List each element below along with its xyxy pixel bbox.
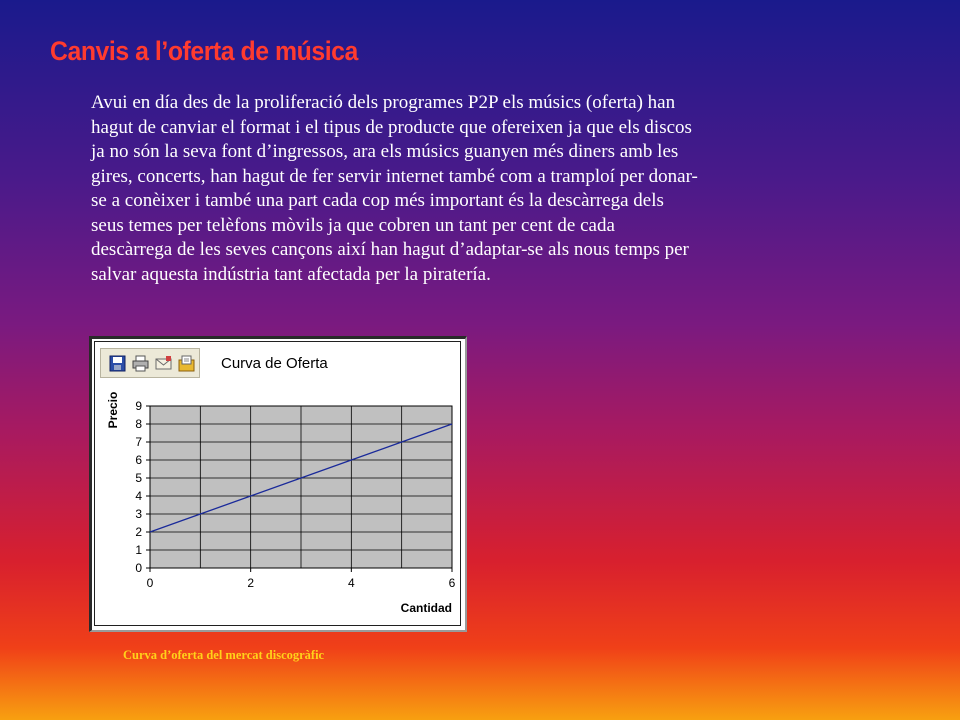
paragraph-line: hagut de canviar el format i el tipus de producte que ofereixen ja que els discos bbox=[91, 116, 692, 138]
y-tick-label: 0 bbox=[135, 561, 142, 575]
paragraph-line: seus temes per telèfons mòvils ja que cobren un tant per cent de cada bbox=[91, 214, 615, 236]
y-tick-label: 4 bbox=[135, 489, 142, 503]
y-tick-label: 3 bbox=[135, 507, 142, 521]
paragraph-line: descàrrega de les seves cançons així han hagut d’adaptar-se als nous temps per bbox=[91, 239, 689, 260]
y-tick-label: 1 bbox=[135, 543, 142, 557]
chart-caption: Curva d’oferta del mercat discogràfic bbox=[123, 648, 325, 662]
paragraph-line: Avui en día des de la proliferació dels programes P2P els músics (oferta) han bbox=[91, 92, 676, 113]
y-tick-label: 7 bbox=[135, 435, 142, 449]
x-tick-label: 2 bbox=[247, 576, 255, 590]
x-tick-label: 4 bbox=[347, 576, 355, 590]
chart-frame bbox=[94, 341, 461, 626]
paragraph-line: salvar aquesta indústria tant afectada per la piratería. bbox=[91, 263, 491, 285]
chart-window bbox=[89, 336, 467, 632]
y-tick-label: 9 bbox=[135, 399, 142, 413]
paragraph-line: se a conèixer i també una part cada cop més important és la descàrrega dels bbox=[91, 190, 664, 211]
paragraph-line: ja no són la seva font d’ingressos, ara els músics guanyen més diners amb les bbox=[91, 141, 679, 162]
paragraph-line: gires, concerts, han hagut de fer servir internet també com a tramploí per donar- bbox=[91, 165, 698, 187]
chart-title: Curva de Oferta bbox=[221, 355, 328, 372]
x-tick-label: 6 bbox=[448, 576, 456, 590]
y-tick-label: 2 bbox=[135, 525, 142, 539]
x-tick-label: 0 bbox=[146, 576, 154, 590]
y-tick-label: 8 bbox=[135, 417, 142, 431]
x-axis-label: Cantidad bbox=[400, 601, 452, 615]
body-paragraph bbox=[91, 91, 781, 287]
slide-title: Canvis a l’oferta de música bbox=[50, 36, 358, 66]
y-tick-label: 5 bbox=[135, 471, 142, 485]
y-axis-label: Precio bbox=[106, 391, 120, 429]
supply-curve-chart bbox=[95, 342, 467, 632]
y-tick-label: 6 bbox=[135, 453, 142, 467]
